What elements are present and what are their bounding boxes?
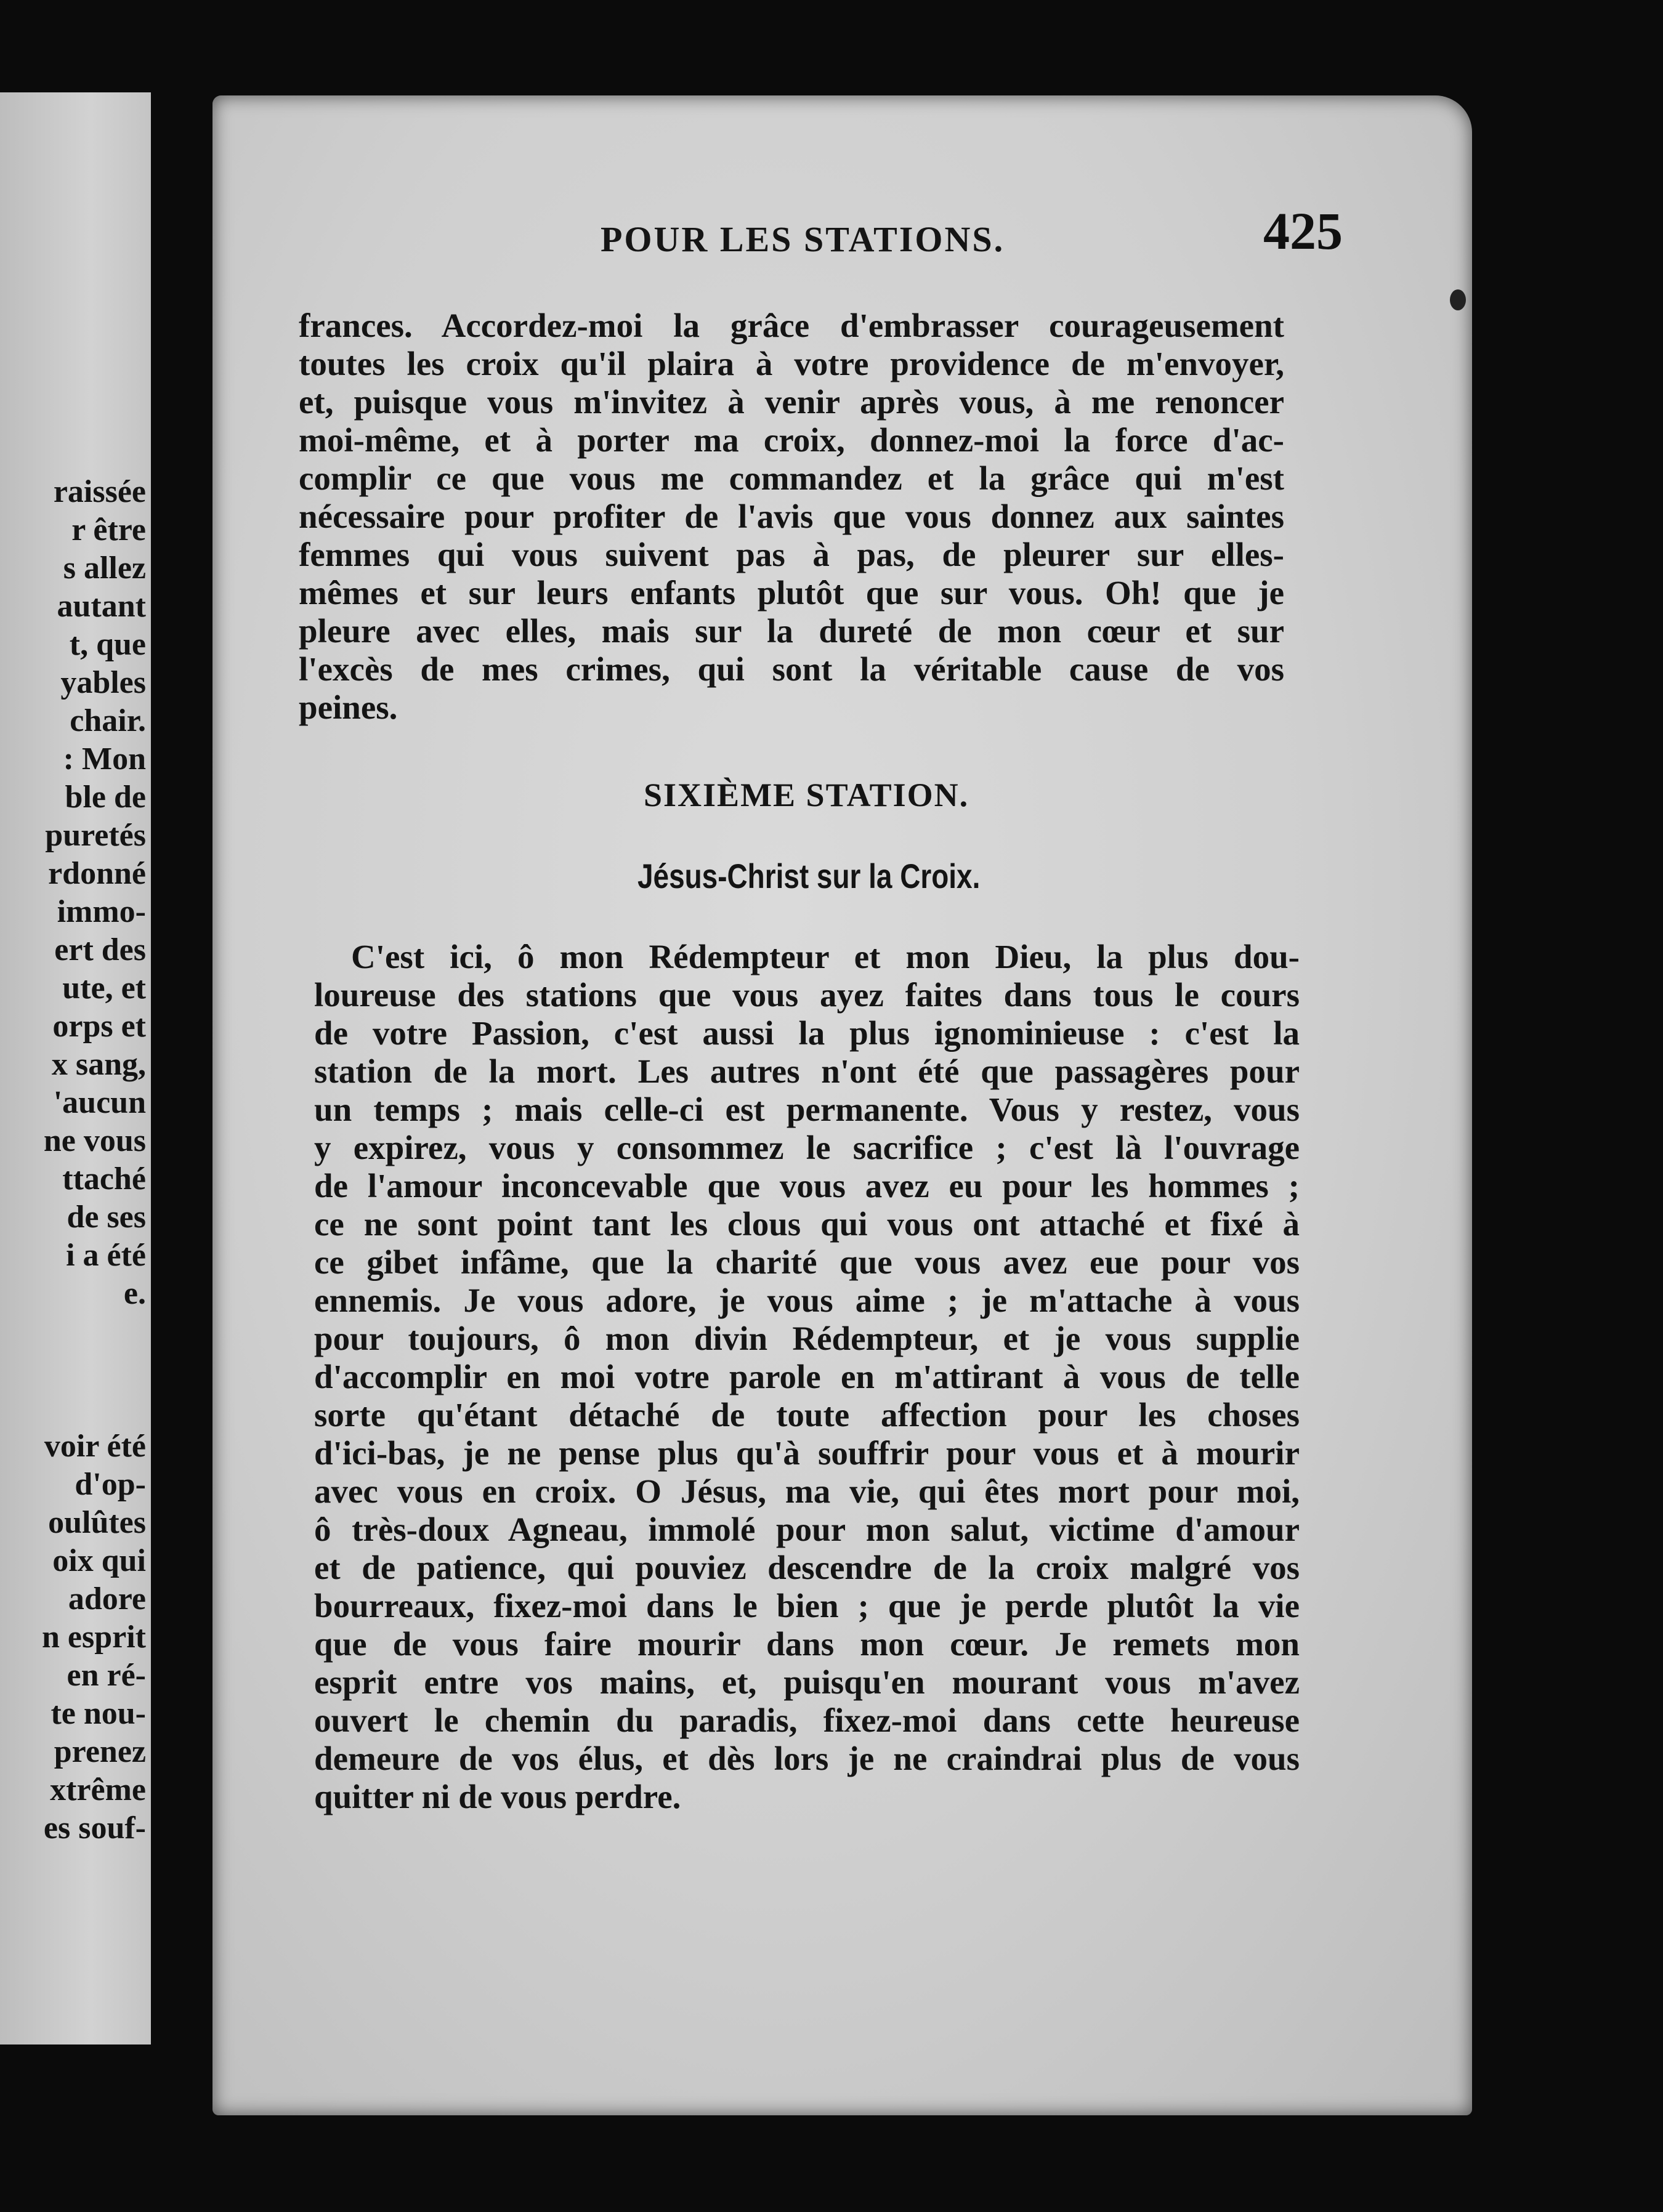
- left-page-line: prenez: [54, 1734, 146, 1769]
- left-page-line: immo-: [57, 894, 146, 929]
- left-page-line: ute, et: [62, 971, 146, 1006]
- left-page-line: s allez: [63, 551, 146, 586]
- left-page-line: orps et: [52, 1009, 146, 1044]
- para2-line: esprit entre vos mains, et, puisqu'en mourant vous m'avez: [314, 1663, 1300, 1701]
- para1-line: mêmes et sur leurs enfants plutôt que sur vous. Oh! que je: [299, 574, 1284, 612]
- para2-line: C'est ici, ô mon Rédempteur et mon Dieu, la plus dou-: [351, 938, 1300, 975]
- para1-line: peines.: [299, 688, 398, 726]
- left-page-line: t, que: [69, 627, 146, 662]
- para2-line: de votre Passion, c'est aussi la plus ignominieuse : c'est la: [314, 1014, 1300, 1052]
- left-page-line: oix qui: [52, 1543, 146, 1578]
- para2-line: bourreaux, fixez-moi dans le bien ; que je perde plutôt la vie: [314, 1587, 1300, 1625]
- left-page-line: d'op-: [75, 1467, 146, 1502]
- para1-line: nécessaire pour profiter de l'avis que vous donnez aux saintes: [299, 498, 1284, 535]
- left-page-line: : Mon: [63, 741, 146, 777]
- para1-line: frances. Accordez-moi la grâce d'embrasser courageusement: [299, 307, 1284, 344]
- para2-line: ce ne sont point tant les clous qui vous ont attaché et fixé à: [314, 1205, 1300, 1243]
- para2-line: quitter ni de vous perdre.: [314, 1778, 681, 1815]
- para2-line: station de la mort. Les autres n'ont été que passagères pour: [314, 1052, 1300, 1090]
- para2-line: ce gibet infâme, que la charité que vous avez eue pour vos: [314, 1243, 1300, 1281]
- para2-line: y expirez, vous y consommez le sacrifice ; c'est là l'ouvrage: [314, 1129, 1300, 1166]
- para1-line: toutes les croix qu'il plaira à votre providence de m'envoyer,: [299, 345, 1284, 382]
- book-page: [212, 95, 1472, 2115]
- left-page-line: e.: [123, 1276, 146, 1311]
- para2-line: d'accomplir en moi votre parole en m'attirant à vous de telle: [314, 1358, 1300, 1395]
- left-page-line: puretés: [45, 818, 146, 853]
- para2-line: et de patience, qui pouviez descendre de la croix malgré vos: [314, 1549, 1300, 1586]
- para1-line: l'excès de mes crimes, qui sont la véritable cause de vos: [299, 650, 1284, 688]
- para2-line: d'ici-bas, je ne pense plus qu'à souffrir pour vous et à mourir: [314, 1434, 1300, 1472]
- para2-line: un temps ; mais celle-ci est permanente. Vous y restez, vous: [314, 1091, 1300, 1128]
- left-page-line: raissée: [53, 474, 146, 509]
- station-subtitle: Jésus-Christ sur la Croix.: [637, 857, 981, 895]
- page-number: 425: [1263, 201, 1343, 260]
- left-page-line: es souf-: [43, 1810, 146, 1846]
- para2-line: demeure de vos élus, et dès lors je ne craindrai plus de vous: [314, 1740, 1300, 1777]
- ink-spot: [1450, 289, 1466, 310]
- para2-line: sorte qu'étant détaché de toute affection pour les choses: [314, 1396, 1300, 1434]
- left-page-line: ble de: [65, 780, 146, 815]
- para2-line: ennemis. Je vous adore, je vous aime ; je m'attache à vous: [314, 1282, 1300, 1319]
- left-page-line: voir été: [44, 1429, 146, 1464]
- left-page-fragment: [0, 92, 151, 2044]
- left-page-line: xtrême: [50, 1772, 146, 1807]
- left-page-line: i a été: [66, 1238, 146, 1273]
- para2-line: de l'amour inconcevable que vous avez eu pour les hommes ;: [314, 1167, 1300, 1205]
- left-page-line: ne vous: [43, 1123, 146, 1158]
- running-head: POUR LES STATIONS.: [601, 219, 1005, 259]
- para1-line: et, puisque vous m'invitez à venir après vous, à me renoncer: [299, 383, 1284, 421]
- left-page-line: de ses: [67, 1200, 146, 1235]
- left-page-line: r être: [71, 512, 146, 547]
- left-page-line: oulûtes: [48, 1505, 146, 1540]
- para2-line: que de vous faire mourir dans mon cœur. Je remets mon: [314, 1625, 1300, 1663]
- para2-line: avec vous en croix. O Jésus, ma vie, qui êtes mort pour moi,: [314, 1472, 1300, 1510]
- para1-line: complir ce que vous me commandez et la grâce qui m'est: [299, 459, 1284, 497]
- left-page-line: yables: [60, 665, 146, 700]
- para2-line: pour toujours, ô mon divin Rédempteur, et je vous supplie: [314, 1320, 1300, 1357]
- left-page-line: 'aucun: [53, 1085, 146, 1120]
- para1-line: pleure avec elles, mais sur la dureté de mon cœur et sur: [299, 612, 1284, 650]
- left-page-line: ert des: [54, 932, 146, 967]
- para2-line: loureuse des stations que vous ayez faites dans tous le cours: [314, 976, 1300, 1014]
- para1-line: moi-même, et à porter ma croix, donnez-moi la force d'ac-: [299, 421, 1284, 459]
- para1-line: femmes qui vous suivent pas à pas, de pleurer sur elles-: [299, 536, 1284, 573]
- station-title: SIXIÈME STATION.: [644, 777, 969, 813]
- left-page-line: chair.: [70, 703, 146, 738]
- left-page-line: autant: [57, 589, 146, 624]
- para2-line: ouvert le chemin du paradis, fixez-moi dans cette heureuse: [314, 1701, 1300, 1739]
- left-page-line: ttaché: [62, 1161, 146, 1197]
- left-page-line: x sang,: [51, 1047, 146, 1082]
- left-page-line: rdonné: [48, 856, 146, 891]
- left-page-line: n esprit: [42, 1620, 146, 1655]
- left-page-line: te nou-: [51, 1696, 146, 1731]
- left-page-line: en ré-: [67, 1658, 146, 1693]
- para2-line: ô très-doux Agneau, immolé pour mon salut, victime d'amour: [314, 1511, 1300, 1548]
- left-page-line: adore: [68, 1581, 146, 1617]
